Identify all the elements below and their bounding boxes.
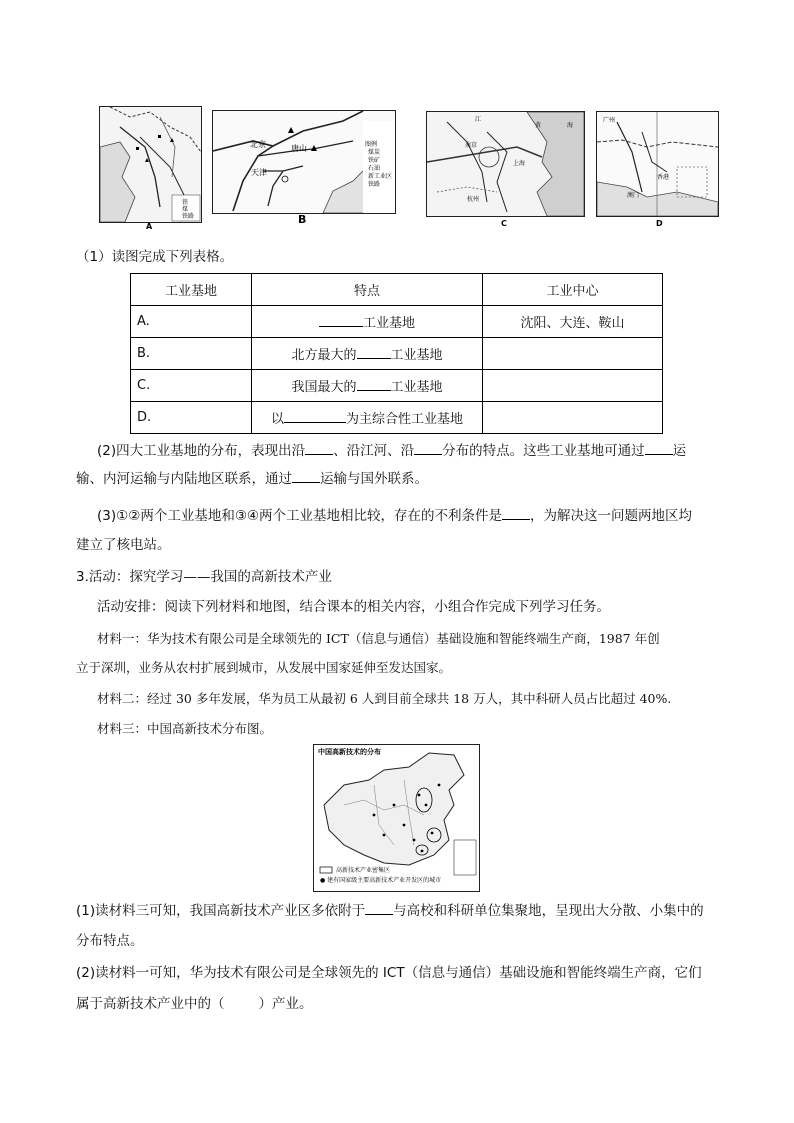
map-b xyxy=(212,110,396,214)
map-d-label-guangzhou: 广州 xyxy=(603,117,616,124)
q4-text: (1)读材料三可知，我国高新技术产业区多依附于 xyxy=(76,903,366,919)
question-4-line-2: 分布特点。 xyxy=(76,933,144,949)
answer-blank[interactable] xyxy=(357,358,391,359)
activity-title: 3.活动：探究学习——我国的高新技术产业 xyxy=(76,569,332,585)
material-2: 材料二：经过 30 多年发展，华为员工从最初 6 人到目前全球共 18 万人，其中科研人员占比超过 40%. xyxy=(97,691,672,706)
table-row xyxy=(131,402,663,434)
feature-text: 工业基地 xyxy=(362,316,415,331)
map-b-city-tangshan: 唐山 xyxy=(291,144,307,153)
table-cell-feature xyxy=(252,306,483,338)
material-1-line-1: 材料一：华为技术有限公司是全球领先的 ICT（信息与通信）基础设施和智能终端生产商，1987 年创 xyxy=(97,631,660,646)
map-a-legend-rail: 铁路 xyxy=(182,213,195,220)
question-2-line-1 xyxy=(97,441,686,461)
map-b-city-beijing: 北京 xyxy=(250,140,266,149)
map-b-legend-rail: 铁路 xyxy=(368,181,381,188)
question-3-line-2: 建立了核电站。 xyxy=(76,537,171,553)
q2-text: (2)四大工业基地的分布，表现出沿 xyxy=(97,443,306,459)
answer-blank[interactable] xyxy=(284,422,346,423)
china-hightech-map xyxy=(313,744,480,892)
table-cell-base: B. xyxy=(131,338,252,370)
table-cell-base: D. xyxy=(131,402,252,434)
feature-text: 我国最大的 xyxy=(291,380,357,395)
answer-blank[interactable] xyxy=(645,454,673,455)
map-a xyxy=(99,106,202,223)
map-b-legend-new-area: 新工业区 xyxy=(368,173,393,180)
map-a-label: A xyxy=(146,222,153,231)
answer-blank[interactable] xyxy=(502,519,530,520)
answer-blank[interactable] xyxy=(305,454,333,455)
feature-text: 北方最大的 xyxy=(291,348,357,363)
table-cell-center[interactable] xyxy=(483,338,663,370)
q5-text: ）产业。 xyxy=(258,996,313,1012)
map-c-drawing xyxy=(427,112,584,216)
map-b-legend-coal: 煤炭 xyxy=(368,149,381,156)
feature-text: 以 xyxy=(270,412,284,427)
answer-blank[interactable] xyxy=(414,454,442,455)
q2-text: 、沿江河、沿 xyxy=(333,443,415,459)
map-c-label-hangzhou: 杭州 xyxy=(467,196,480,203)
question-2-line-2 xyxy=(76,469,428,489)
q2-text: 运 xyxy=(672,443,687,459)
map-d-label-hongkong: 香港 xyxy=(657,174,670,181)
activity-arrangement: 活动安排：阅读下列材料和地图，结合课本的相关内容，小组合作完成下列学习任务。 xyxy=(97,599,610,615)
china-map-legend-city: ● 建有国家级主要高新技术产业开发区的城市 xyxy=(320,877,442,884)
table-header: 工业中心 xyxy=(483,274,663,306)
table-header-row xyxy=(131,274,663,306)
answer-blank[interactable] xyxy=(319,326,363,327)
industrial-base-table xyxy=(130,273,663,434)
map-c-label-nanjing: 南京 xyxy=(465,142,478,149)
table-cell-center: 沈阳、大连、鞍山 xyxy=(483,306,663,338)
question-3-line-1 xyxy=(97,506,692,526)
table-cell-feature xyxy=(252,402,483,434)
table-cell-base: C. xyxy=(131,370,252,402)
map-d-drawing xyxy=(597,112,718,216)
map-c xyxy=(426,111,585,217)
table-row xyxy=(131,306,663,338)
q2-text: 输、内河运输与内陆地区联系，通过 xyxy=(76,471,292,487)
question-5-line-1: (2)读材料一可知，华为技术有限公司是全球领先的 ICT（信息与通信）基础设施和智能终端生产商，它们 xyxy=(76,965,702,981)
map-b-label: B xyxy=(298,213,307,226)
map-d-label-macau: 澳门 xyxy=(627,192,640,199)
answer-blank[interactable] xyxy=(292,482,320,483)
map-c-label-huang: 黄 xyxy=(535,122,542,129)
map-a-legend-coal: 煤 xyxy=(182,206,189,213)
question-4-line-1 xyxy=(76,901,704,921)
map-d xyxy=(596,111,719,217)
question-5-line-2 xyxy=(76,994,313,1014)
map-b-legend-oil: 石油 xyxy=(368,165,381,172)
answer-blank[interactable] xyxy=(365,914,393,915)
material-3: 材料三：中国高新技术分布图。 xyxy=(97,721,273,736)
map-a-legend-iron: 铁 xyxy=(182,199,189,206)
q2-text: 运输与国外联系。 xyxy=(320,471,428,487)
map-d-label: D xyxy=(656,219,663,228)
q4-text: 与高校和科研单位集聚地，呈现出大分散、小集中的 xyxy=(393,903,704,919)
q2-text: 分布的特点。这些工业基地可通过 xyxy=(442,443,645,459)
table-header: 工业基地 xyxy=(131,274,252,306)
table-cell-feature xyxy=(252,370,483,402)
question-1-prompt: （1）读图完成下列表格。 xyxy=(76,249,234,265)
feature-text: 为主综合性工业基地 xyxy=(346,412,464,427)
table-row xyxy=(131,370,663,402)
table-cell-base: A. xyxy=(131,306,252,338)
map-b-legend-iron: 铁矿 xyxy=(368,157,381,164)
q3-text: (3)①②两个工业基地和③④两个工业基地相比较，存在的不利条件是 xyxy=(97,508,503,524)
table-cell-center[interactable] xyxy=(483,402,663,434)
map-b-legend-title: 图例 xyxy=(365,141,378,148)
table-cell-feature xyxy=(252,338,483,370)
feature-text: 工业基地 xyxy=(390,348,443,363)
table-header: 特点 xyxy=(252,274,483,306)
q5-text: 属于高新技术产业中的（ xyxy=(76,996,225,1012)
feature-text: 工业基地 xyxy=(390,380,443,395)
map-b-city-tianjin: 天津 xyxy=(251,168,267,177)
map-c-label-shanghai: 上海 xyxy=(513,160,526,167)
china-map-title: 中国高新技术的分布 xyxy=(318,748,381,756)
map-c-label-jiang: 江 xyxy=(475,116,482,123)
answer-blank[interactable] xyxy=(357,390,391,391)
map-c-label-hai: 海 xyxy=(567,122,574,129)
map-c-label: C xyxy=(501,219,507,228)
table-cell-center[interactable] xyxy=(483,370,663,402)
q3-text: ，为解决这一问题两地区均 xyxy=(530,508,693,524)
table-row xyxy=(131,338,663,370)
material-1-line-2: 立于深圳，业务从农村扩展到城市，从发展中国家延伸至发达国家。 xyxy=(76,660,452,675)
china-map-legend-area: 高新技术产业密集区 xyxy=(336,867,391,874)
